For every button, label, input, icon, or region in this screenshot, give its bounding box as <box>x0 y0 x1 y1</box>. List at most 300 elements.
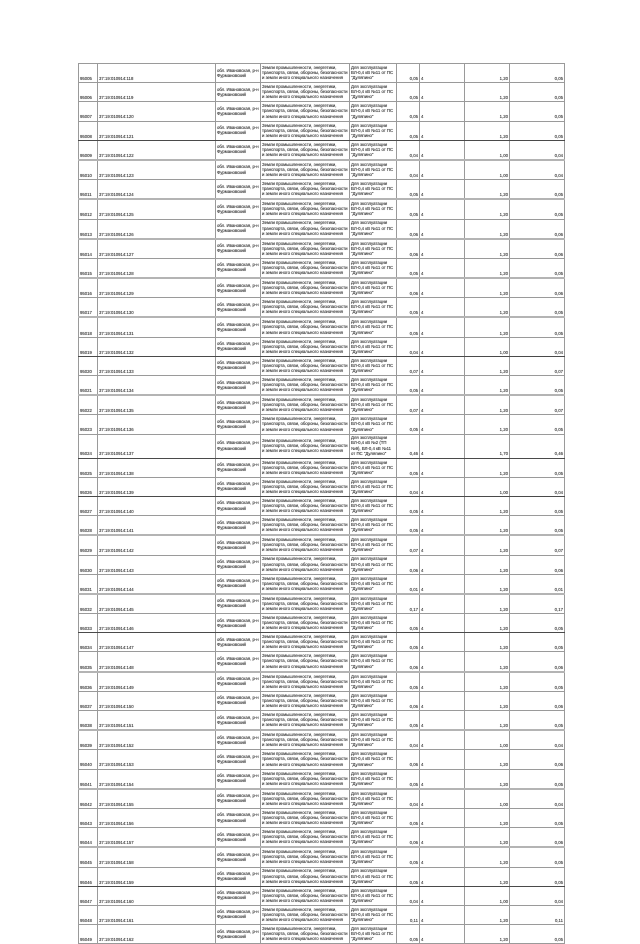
area-exact: 0,05 <box>397 376 420 396</box>
area-exact: 0,06 <box>397 278 420 298</box>
table-row <box>79 356 565 375</box>
area-exact-overflow: 4 <box>420 789 465 809</box>
table-row <box>79 769 565 789</box>
area-exact-overflow: 4 <box>420 886 465 905</box>
cadastral-number: 37:19:010914:129 <box>98 278 216 298</box>
area-exact-overflow: 4 <box>420 415 465 434</box>
permitted-use: Для эксплуатации ВЛ-0,4 кВ №11 от ПС "Дуляпино" <box>350 633 397 652</box>
permitted-use: Для эксплуатации ВЛ-0,4 кВ №11 от ПС "Дуляпино" <box>350 496 397 515</box>
record-number: 95008 <box>79 121 98 140</box>
table-row <box>79 376 565 396</box>
permitted-use: Для эксплуатации ВЛ-0,4 кВ №11 от ПС "Дуляпино" <box>350 160 397 180</box>
table-row <box>79 258 565 278</box>
cadastral-number: 37:19:010914:159 <box>98 867 216 886</box>
table-row <box>79 415 565 434</box>
land-category: Земли промышленности, энергетики, транспорта, связи, обороны, безопасности и земли иного специального назначения <box>261 219 350 239</box>
record-number: 95007 <box>79 102 98 121</box>
land-category: Земли промышленности, энергетики, транспорта, связи, обороны, безопасности и земли иного специального назначения <box>261 64 350 83</box>
location: обл. Ивановская, р-н Фурмановский <box>216 239 261 259</box>
permitted-use: Для эксплуатации ВЛ-0,4 кВ №11 от ПС "Дуляпино" <box>350 376 397 396</box>
area-exact-overflow: 4 <box>420 905 465 924</box>
area-exact-overflow: 4 <box>420 278 465 298</box>
area-rounded: 0,05 <box>510 769 565 789</box>
location: обл. Ивановская, р-н Фурмановский <box>216 356 261 375</box>
permitted-use: Для эксплуатации ВЛ-0,4 кВ №11 от ПС "Дуляпино" <box>350 199 397 219</box>
area-exact: 0,07 <box>397 356 420 375</box>
area-exact: 0,06 <box>397 555 420 574</box>
permitted-use: Для эксплуатации ВЛ-0,4 кВ №11 от ПС "Дуляпино" <box>350 516 397 536</box>
area-rounded: 0,11 <box>510 905 565 924</box>
record-number: 95035 <box>79 652 98 672</box>
location: обл. Ивановская, р-н Фурмановский <box>216 121 261 140</box>
table-row <box>79 337 565 356</box>
cadastral-number: 37:19:010914:137 <box>98 434 216 458</box>
location: обл. Ивановская, р-н Фурмановский <box>216 730 261 750</box>
location: обл. Ивановская, р-н Фурмановский <box>216 516 261 536</box>
location: обл. Ивановская, р-н Фурмановский <box>216 140 261 160</box>
area-rounded: 0,06 <box>510 828 565 848</box>
area-rounded: 0,05 <box>510 458 565 477</box>
table-row <box>79 633 565 652</box>
cadastral-number: 37:19:010914:151 <box>98 711 216 731</box>
coefficient: 1,20 <box>465 180 510 200</box>
permitted-use: Для эксплуатации ВЛ-0,4 кВ №11 от ПС "Дуляпино" <box>350 64 397 83</box>
land-category: Земли промышленности, энергетики, транспорта, связи, обороны, безопасности и земли иного специального назначения <box>261 434 350 458</box>
permitted-use: Для эксплуатации ВЛ-0,4 кВ №11 от ПС "Дуляпино" <box>350 555 397 574</box>
area-rounded: 0,04 <box>510 730 565 750</box>
coefficient: 1,20 <box>465 672 510 692</box>
area-exact-overflow: 4 <box>420 258 465 278</box>
land-category: Земли промышленности, энергетики, транспорта, связи, обороны, безопасности и земли иного специального назначения <box>261 905 350 924</box>
location: обл. Ивановская, р-н Фурмановский <box>216 711 261 731</box>
record-number: 95037 <box>79 691 98 710</box>
cadastral-number: 37:19:010914:118 <box>98 64 216 83</box>
table-row <box>79 496 565 515</box>
land-category: Земли промышленности, энергетики, транспорта, связи, обороны, безопасности и земли иного специального назначения <box>261 239 350 259</box>
coefficient: 1,20 <box>465 691 510 710</box>
coefficient: 1,20 <box>465 376 510 396</box>
coefficient: 1,20 <box>465 535 510 555</box>
cadastral-number: 37:19:010914:149 <box>98 672 216 692</box>
land-category: Земли промышленности, энергетики, транспорта, связи, обороны, безопасности и земли иного специального назначения <box>261 258 350 278</box>
location: обл. Ивановская, р-н Фурмановский <box>216 594 261 614</box>
table-row <box>79 121 565 140</box>
area-exact: 0,05 <box>397 925 420 944</box>
cadastral-number: 37:19:010914:135 <box>98 395 216 415</box>
record-number: 95030 <box>79 555 98 574</box>
location: обл. Ивановская, р-н Фурмановский <box>216 652 261 672</box>
record-number: 95047 <box>79 886 98 905</box>
record-number: 95005 <box>79 64 98 83</box>
table-row <box>79 219 565 239</box>
area-exact-overflow: 4 <box>420 847 465 867</box>
land-category: Земли промышленности, энергетики, транспорта, связи, обороны, безопасности и земли иного специального назначения <box>261 789 350 809</box>
registry-table-body <box>79 64 565 944</box>
area-exact: 0,04 <box>397 140 420 160</box>
coefficient: 1,20 <box>465 219 510 239</box>
cadastral-number: 37:19:010914:144 <box>98 574 216 594</box>
area-rounded: 0,05 <box>510 376 565 396</box>
table-row <box>79 691 565 710</box>
area-exact-overflow: 4 <box>420 769 465 789</box>
area-exact-overflow: 4 <box>420 535 465 555</box>
area-rounded: 0,05 <box>510 83 565 102</box>
record-number: 95026 <box>79 477 98 496</box>
table-row <box>79 886 565 905</box>
coefficient: 1,20 <box>465 102 510 121</box>
location: обл. Ивановская, р-н Фурмановский <box>216 828 261 848</box>
cadastral-number: 37:19:010914:142 <box>98 535 216 555</box>
table-row <box>79 477 565 496</box>
permitted-use: Для эксплуатации ВЛ-0,4 кВ №11 от ПС "Дуляпино" <box>350 121 397 140</box>
coefficient: 1,20 <box>465 711 510 731</box>
area-exact-overflow: 4 <box>420 574 465 594</box>
record-number: 95039 <box>79 730 98 750</box>
location: обл. Ивановская, р-н Фурмановский <box>216 886 261 905</box>
table-row <box>79 535 565 555</box>
location: обл. Ивановская, р-н Фурмановский <box>216 808 261 827</box>
area-exact: 0,05 <box>397 808 420 827</box>
area-exact: 0,06 <box>397 239 420 259</box>
record-number: 95034 <box>79 633 98 652</box>
land-category: Земли промышленности, энергетики, транспорта, связи, обороны, безопасности и земли иного специального назначения <box>261 633 350 652</box>
table-row <box>79 516 565 536</box>
coefficient: 1,20 <box>465 258 510 278</box>
table-row <box>79 317 565 337</box>
area-rounded: 0,07 <box>510 535 565 555</box>
area-rounded: 0,06 <box>510 278 565 298</box>
area-exact: 0,06 <box>397 691 420 710</box>
cadastral-number: 37:19:010914:125 <box>98 199 216 219</box>
record-number: 95049 <box>79 925 98 944</box>
area-exact: 0,01 <box>397 574 420 594</box>
area-rounded: 0,01 <box>510 574 565 594</box>
permitted-use: Для эксплуатации ВЛ-0,4 кВ №11 от ПС "Дуляпино" <box>350 711 397 731</box>
cadastral-number: 37:19:010914:162 <box>98 925 216 944</box>
land-category: Земли промышленности, энергетики, транспорта, связи, обороны, безопасности и земли иного специального назначения <box>261 672 350 692</box>
cadastral-number: 37:19:010914:157 <box>98 828 216 848</box>
table-row <box>79 750 565 769</box>
location: обл. Ивановская, р-н Фурмановский <box>216 458 261 477</box>
permitted-use: Для эксплуатации ВЛ-0,4 кВ №11 от ПС "Дуляпино" <box>350 535 397 555</box>
record-number: 95012 <box>79 199 98 219</box>
area-exact-overflow: 4 <box>420 828 465 848</box>
area-exact-overflow: 4 <box>420 516 465 536</box>
record-number: 95016 <box>79 278 98 298</box>
area-exact: 0,07 <box>397 395 420 415</box>
land-category: Земли промышленности, энергетики, транспорта, связи, обороны, безопасности и земли иного специального назначения <box>261 594 350 614</box>
land-parcels-table <box>78 63 565 944</box>
area-rounded: 0,05 <box>510 258 565 278</box>
area-rounded: 0,05 <box>510 415 565 434</box>
area-exact: 0,05 <box>397 633 420 652</box>
area-exact-overflow: 4 <box>420 434 465 458</box>
coefficient: 1,00 <box>465 789 510 809</box>
permitted-use: Для эксплуатации ВЛ-0,4 кВ №11 от ПС "Дуляпино" <box>350 691 397 710</box>
land-category: Земли промышленности, энергетики, транспорта, связи, обороны, безопасности и земли иного специального назначения <box>261 317 350 337</box>
area-exact: 0,05 <box>397 64 420 83</box>
land-category: Земли промышленности, энергетики, транспорта, связи, обороны, безопасности и земли иного специального назначения <box>261 140 350 160</box>
permitted-use: Для эксплуатации ВЛ-0,4 кВ №11 от ПС "Дуляпино" <box>350 258 397 278</box>
land-category: Земли промышленности, энергетики, транспорта, связи, обороны, безопасности и земли иного специального назначения <box>261 886 350 905</box>
permitted-use: Для эксплуатации ВЛ-0,4 кВ №11 от ПС "Дуляпино" <box>350 574 397 594</box>
location: обл. Ивановская, р-н Фурмановский <box>216 180 261 200</box>
location: обл. Ивановская, р-н Фурмановский <box>216 395 261 415</box>
land-category: Земли промышленности, энергетики, транспорта, связи, обороны, безопасности и земли иного специального назначения <box>261 691 350 710</box>
area-rounded: 0,06 <box>510 219 565 239</box>
record-number: 95032 <box>79 594 98 614</box>
cadastral-number: 37:19:010914:148 <box>98 652 216 672</box>
coefficient: 1,20 <box>465 847 510 867</box>
area-rounded: 0,06 <box>510 555 565 574</box>
permitted-use: Для эксплуатации ВЛ-0,4 кВ №11 от ПС "Дуляпино" <box>350 317 397 337</box>
coefficient: 1,20 <box>465 750 510 769</box>
location: обл. Ивановская, р-н Фурмановский <box>216 496 261 515</box>
cadastral-number: 37:19:010914:140 <box>98 496 216 515</box>
permitted-use: Для эксплуатации ВЛ-0,4 кВ №11 от ПС "Дуляпино" <box>350 337 397 356</box>
area-rounded: 0,05 <box>510 614 565 633</box>
permitted-use: Для эксплуатации ВЛ-0,4 кВ №11 от ПС "Дуляпино" <box>350 415 397 434</box>
land-category: Земли промышленности, энергетики, транспорта, связи, обороны, безопасности и земли иного специального назначения <box>261 711 350 731</box>
area-exact-overflow: 4 <box>420 298 465 318</box>
record-number: 95011 <box>79 180 98 200</box>
area-exact: 0,05 <box>397 516 420 536</box>
table-row <box>79 614 565 633</box>
area-exact-overflow: 4 <box>420 83 465 102</box>
location: обл. Ивановская, р-н Фурмановский <box>216 905 261 924</box>
cadastral-number: 37:19:010914:156 <box>98 808 216 827</box>
area-exact: 0,05 <box>397 199 420 219</box>
area-rounded: 0,04 <box>510 337 565 356</box>
permitted-use: Для эксплуатации ВЛ-0,4 кВ №11 от ПС "Дуляпино" <box>350 83 397 102</box>
permitted-use: Для эксплуатации ВЛ-0,4 кВ №11 от ПС "Дуляпино" <box>350 140 397 160</box>
cadastral-number: 37:19:010914:123 <box>98 160 216 180</box>
area-exact-overflow: 4 <box>420 925 465 944</box>
land-category: Земли промышленности, энергетики, транспорта, связи, обороны, безопасности и земли иного специального назначения <box>261 278 350 298</box>
location: обл. Ивановская, р-н Фурмановский <box>216 867 261 886</box>
land-category: Земли промышленности, энергетики, транспорта, связи, обороны, безопасности и земли иного специального назначения <box>261 121 350 140</box>
land-category: Земли промышленности, энергетики, транспорта, связи, обороны, безопасности и земли иного специального назначения <box>261 925 350 944</box>
coefficient: 1,00 <box>465 160 510 180</box>
area-exact: 0,05 <box>397 83 420 102</box>
area-exact-overflow: 4 <box>420 356 465 375</box>
location: обл. Ивановская, р-н Фурмановский <box>216 219 261 239</box>
permitted-use: Для эксплуатации ВЛ-0,4 кВ №11 от ПС "Дуляпино" <box>350 905 397 924</box>
land-category: Земли промышленности, энергетики, транспорта, связи, обороны, безопасности и земли иного специального назначения <box>261 83 350 102</box>
area-exact-overflow: 4 <box>420 337 465 356</box>
land-category: Земли промышленности, энергетики, транспорта, связи, обороны, безопасности и земли иного специального назначения <box>261 160 350 180</box>
record-number: 95021 <box>79 376 98 396</box>
permitted-use: Для эксплуатации ВЛ-0,4 кВ №11 от ПС "Дуляпино" <box>350 925 397 944</box>
land-category: Земли промышленности, энергетики, транспорта, связи, обороны, безопасности и земли иного специального назначения <box>261 828 350 848</box>
coefficient: 1,20 <box>465 458 510 477</box>
area-exact-overflow: 4 <box>420 219 465 239</box>
area-exact: 0,05 <box>397 317 420 337</box>
land-category: Земли промышленности, энергетики, транспорта, связи, обороны, безопасности и земли иного специального назначения <box>261 415 350 434</box>
record-number: 95006 <box>79 83 98 102</box>
area-exact-overflow: 4 <box>420 711 465 731</box>
area-rounded: 0,06 <box>510 750 565 769</box>
area-exact: 0,05 <box>397 121 420 140</box>
record-number: 95009 <box>79 140 98 160</box>
coefficient: 1,20 <box>465 83 510 102</box>
area-exact: 0,05 <box>397 458 420 477</box>
record-number: 95014 <box>79 239 98 259</box>
area-exact-overflow: 4 <box>420 64 465 83</box>
table-row <box>79 395 565 415</box>
table-row <box>79 828 565 848</box>
area-rounded: 0,05 <box>510 496 565 515</box>
cadastral-number: 37:19:010914:120 <box>98 102 216 121</box>
coefficient: 1,20 <box>465 555 510 574</box>
permitted-use: Для эксплуатации ВЛ-0,4 кВ №11 от ПС "Дуляпино" <box>350 847 397 867</box>
cadastral-number: 37:19:010914:155 <box>98 789 216 809</box>
cadastral-number: 37:19:010914:153 <box>98 750 216 769</box>
coefficient: 1,20 <box>465 415 510 434</box>
area-rounded: 0,05 <box>510 180 565 200</box>
area-rounded: 0,04 <box>510 477 565 496</box>
coefficient: 1,20 <box>465 867 510 886</box>
record-number: 95027 <box>79 496 98 515</box>
area-rounded: 0,04 <box>510 789 565 809</box>
cadastral-number: 37:19:010914:141 <box>98 516 216 536</box>
land-category: Земли промышленности, энергетики, транспорта, связи, обороны, безопасности и земли иного специального назначения <box>261 574 350 594</box>
cadastral-number: 37:19:010914:119 <box>98 83 216 102</box>
coefficient: 1,20 <box>465 614 510 633</box>
location: обл. Ивановская, р-н Фурмановский <box>216 672 261 692</box>
cadastral-number: 37:19:010914:128 <box>98 258 216 278</box>
area-exact-overflow: 4 <box>420 102 465 121</box>
cadastral-number: 37:19:010914:122 <box>98 140 216 160</box>
area-exact: 0,05 <box>397 769 420 789</box>
permitted-use: Для эксплуатации ВЛ-0,4 кВ №11 от ПС "Дуляпино" <box>350 102 397 121</box>
table-row <box>79 458 565 477</box>
area-exact: 0,05 <box>397 258 420 278</box>
area-exact-overflow: 4 <box>420 458 465 477</box>
area-exact-overflow: 4 <box>420 121 465 140</box>
record-number: 95018 <box>79 317 98 337</box>
permitted-use: Для эксплуатации ВЛ-0,4 кВ №11 от ПС "Дуляпино" <box>350 614 397 633</box>
land-category: Земли промышленности, энергетики, транспорта, связи, обороны, безопасности и земли иного специального назначения <box>261 356 350 375</box>
table-row <box>79 64 565 83</box>
land-category: Земли промышленности, энергетики, транспорта, связи, обороны, безопасности и земли иного специального назначения <box>261 298 350 318</box>
area-rounded: 0,06 <box>510 239 565 259</box>
land-category: Земли промышленности, энергетики, транспорта, связи, обороны, безопасности и земли иного специального назначения <box>261 847 350 867</box>
record-number: 95015 <box>79 258 98 278</box>
cadastral-number: 37:19:010914:150 <box>98 691 216 710</box>
area-rounded: 0,17 <box>510 594 565 614</box>
location: обл. Ивановская, р-н Фурмановский <box>216 199 261 219</box>
cadastral-number: 37:19:010914:161 <box>98 905 216 924</box>
area-rounded: 0,06 <box>510 691 565 710</box>
cadastral-number: 37:19:010914:145 <box>98 594 216 614</box>
area-exact: 0,05 <box>397 298 420 318</box>
cadastral-number: 37:19:010914:154 <box>98 769 216 789</box>
table-row <box>79 925 565 944</box>
location: обл. Ивановская, р-н Фурмановский <box>216 535 261 555</box>
area-exact: 0,05 <box>397 496 420 515</box>
table-row <box>79 789 565 809</box>
area-exact-overflow: 4 <box>420 199 465 219</box>
area-exact-overflow: 4 <box>420 594 465 614</box>
land-category: Земли промышленности, энергетики, транспорта, связи, обороны, безопасности и земли иного специального назначения <box>261 535 350 555</box>
area-rounded: 0,05 <box>510 298 565 318</box>
location: обл. Ивановская, р-н Фурмановский <box>216 614 261 633</box>
coefficient: 1,20 <box>465 395 510 415</box>
land-category: Земли промышленности, энергетики, транспорта, связи, обороны, безопасности и земли иного специального назначения <box>261 395 350 415</box>
area-exact-overflow: 4 <box>420 614 465 633</box>
cadastral-number: 37:19:010914:126 <box>98 219 216 239</box>
area-exact-overflow: 4 <box>420 652 465 672</box>
land-category: Земли промышленности, энергетики, транспорта, связи, обороны, безопасности и земли иного специального назначения <box>261 458 350 477</box>
permitted-use: Для эксплуатации ВЛ-0,4 кВ №11 от ПС "Дуляпино" <box>350 652 397 672</box>
permitted-use: Для эксплуатации ВЛ-0,4 кВ №11 от ПС "Дуляпино" <box>350 730 397 750</box>
record-number: 95048 <box>79 905 98 924</box>
area-rounded: 0,07 <box>510 395 565 415</box>
cadastral-number: 37:19:010914:152 <box>98 730 216 750</box>
area-exact-overflow: 4 <box>420 239 465 259</box>
area-exact: 0,11 <box>397 905 420 924</box>
permitted-use: Для эксплуатации ВЛ-0,4 кВ №11 от ПС "Дуляпино" <box>350 278 397 298</box>
area-exact: 0,05 <box>397 672 420 692</box>
area-exact-overflow: 4 <box>420 730 465 750</box>
coefficient: 1,20 <box>465 199 510 219</box>
area-exact: 0,46 <box>397 434 420 458</box>
coefficient: 1,00 <box>465 477 510 496</box>
coefficient: 1,20 <box>465 808 510 827</box>
table-row <box>79 160 565 180</box>
land-category: Земли промышленности, энергетики, транспорта, связи, обороны, безопасности и земли иного специального назначения <box>261 652 350 672</box>
record-number: 95019 <box>79 337 98 356</box>
area-exact: 0,06 <box>397 652 420 672</box>
cadastral-number: 37:19:010914:134 <box>98 376 216 396</box>
cadastral-number: 37:19:010914:138 <box>98 458 216 477</box>
area-rounded: 0,05 <box>510 847 565 867</box>
permitted-use: Для эксплуатации ВЛ-0,4 кВ №11 от ПС "Дуляпино" <box>350 808 397 827</box>
record-number: 95042 <box>79 789 98 809</box>
area-rounded: 0,04 <box>510 140 565 160</box>
land-category: Земли промышленности, энергетики, транспорта, связи, обороны, безопасности и земли иного специального назначения <box>261 555 350 574</box>
area-rounded: 0,05 <box>510 121 565 140</box>
location: обл. Ивановская, р-н Фурмановский <box>216 434 261 458</box>
land-category: Земли промышленности, энергетики, транспорта, связи, обороны, безопасности и земли иного специального назначения <box>261 199 350 219</box>
location: обл. Ивановская, р-н Фурмановский <box>216 278 261 298</box>
area-exact: 0,06 <box>397 828 420 848</box>
record-number: 95029 <box>79 535 98 555</box>
record-number: 95017 <box>79 298 98 318</box>
land-category: Земли промышленности, энергетики, транспорта, связи, обороны, безопасности и земли иного специального назначения <box>261 376 350 396</box>
area-exact-overflow: 4 <box>420 691 465 710</box>
area-rounded: 0,05 <box>510 317 565 337</box>
location: обл. Ивановская, р-н Фурмановский <box>216 574 261 594</box>
land-category: Земли промышленности, энергетики, транспорта, связи, обороны, безопасности и земли иного специального назначения <box>261 180 350 200</box>
record-number: 95010 <box>79 160 98 180</box>
permitted-use: Для эксплуатации ВЛ-0,4 кВ №11 от ПС "Дуляпино" <box>350 356 397 375</box>
cadastral-number: 37:19:010914:130 <box>98 298 216 318</box>
record-number: 95025 <box>79 458 98 477</box>
cadastral-number: 37:19:010914:133 <box>98 356 216 375</box>
record-number: 95033 <box>79 614 98 633</box>
coefficient: 1,20 <box>465 356 510 375</box>
coefficient: 1,20 <box>465 64 510 83</box>
permitted-use: Для эксплуатации ВЛ-0,4 кВ №11 от ПС "Дуляпино" <box>350 239 397 259</box>
area-exact-overflow: 4 <box>420 496 465 515</box>
cadastral-number: 37:19:010914:146 <box>98 614 216 633</box>
table-row <box>79 905 565 924</box>
area-exact-overflow: 4 <box>420 317 465 337</box>
area-exact: 0,04 <box>397 160 420 180</box>
table-row <box>79 867 565 886</box>
